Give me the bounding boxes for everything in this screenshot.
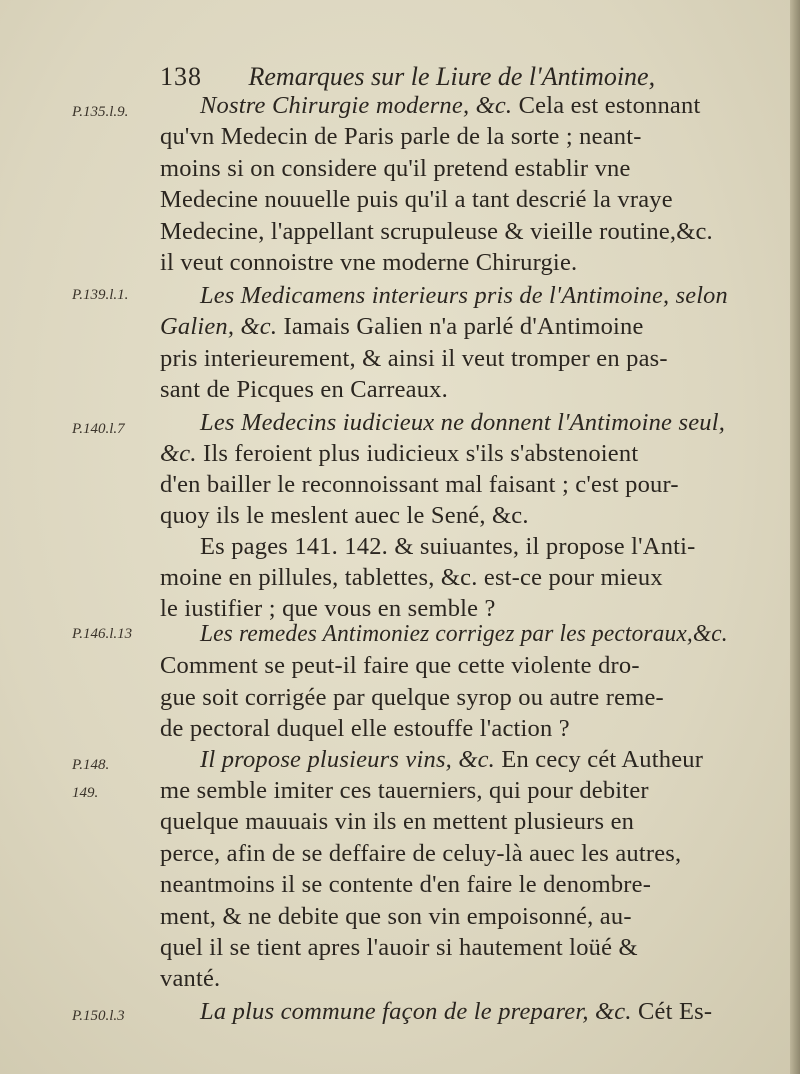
text-line: qu'vn Medecin de Paris parle de la sorte ; neant- [160, 123, 642, 150]
text-line: perce, afin de se deffaire de celuy-là auec les autres, [160, 840, 682, 867]
text-line: Comment se peut-il faire que cette violente dro- [160, 652, 640, 679]
page-number: 138 [160, 62, 202, 91]
text-line: quoy ils le meslent auec le Sené, &c. [160, 502, 529, 529]
text-line: quelque mauuais vin ils en mettent plusieurs en [160, 808, 635, 835]
text-line: &c. Ils feroient plus iudicieux s'ils s'abstenoient [160, 440, 639, 467]
text-line: gue soit corrigée par quelque syrop ou autre reme- [160, 684, 664, 711]
text-line: moine en pillules, tablettes, &c. est-ce pour mieux [160, 564, 663, 591]
margin-note: 149. [72, 785, 99, 801]
text-line: Nostre Chirurgie moderne, &c. Cela est estonnant [200, 92, 701, 119]
margin-note: P.140.l.7 [72, 421, 125, 437]
margin-note: P.148. [72, 757, 110, 773]
text-line: Galien, &c. Iamais Galien n'a parlé d'Antimoine [160, 313, 644, 340]
text-line: sant de Picques en Carreaux. [160, 376, 448, 403]
margin-note: P.135.l.9. [72, 104, 129, 120]
text-line: Les Medicamens interieurs pris de l'Antimoine, selon [200, 282, 728, 309]
text-line: neantmoins il se contente d'en faire le denombre- [160, 871, 652, 898]
text-line: pris interieurement, & ainsi il veut tromper en pas- [160, 345, 668, 372]
text-line: Les remedes Antimoniez corrigez par les pectoraux,&c. [200, 620, 728, 647]
text-line: La plus commune façon de le preparer, &c. Cét Es- [200, 998, 713, 1025]
margin-note: P.146.l.13 [72, 626, 133, 642]
text-line: Il propose plusieurs vins, &c. En cecy cét Autheur [200, 746, 704, 773]
text-line: d'en bailler le reconnoissant mal faisant ; c'est pour- [160, 471, 679, 498]
text-line: il veut connoistre vne moderne Chirurgie. [160, 249, 578, 276]
page-edge [790, 0, 800, 1074]
text-line: quel il se tient apres l'auoir si hautement loüé & [160, 934, 638, 961]
text-line: Medecine nouuelle puis qu'il a tant descrié la vraye [160, 186, 673, 213]
text-line: de pectoral duquel elle estouffe l'action ? [160, 715, 570, 742]
text-line: Medecine, l'appellant scrupuleuse & vieille routine,&c. [160, 218, 713, 245]
text-line: ment, & ne debite que son vin empoisonné, au- [160, 903, 632, 930]
running-header [160, 62, 720, 92]
margin-note: P.139.l.1. [72, 287, 129, 303]
text-line: Les Medecins iudicieux ne donnent l'Antimoine seul, [200, 409, 726, 436]
text-line: me semble imiter ces tauerniers, qui pour debiter [160, 777, 649, 804]
text-line: vanté. [160, 965, 221, 992]
running-title: Remarques sur le Liure de l'Antimoine, [248, 62, 656, 91]
margin-note: P.150.l.3 [72, 1008, 125, 1024]
text-line: le iustifier ; que vous en semble ? [160, 595, 496, 622]
text-line: Es pages 141. 142. & suiuantes, il propose l'Anti- [200, 533, 696, 560]
text-line: moins si on considere qu'il pretend establir vne [160, 155, 631, 182]
